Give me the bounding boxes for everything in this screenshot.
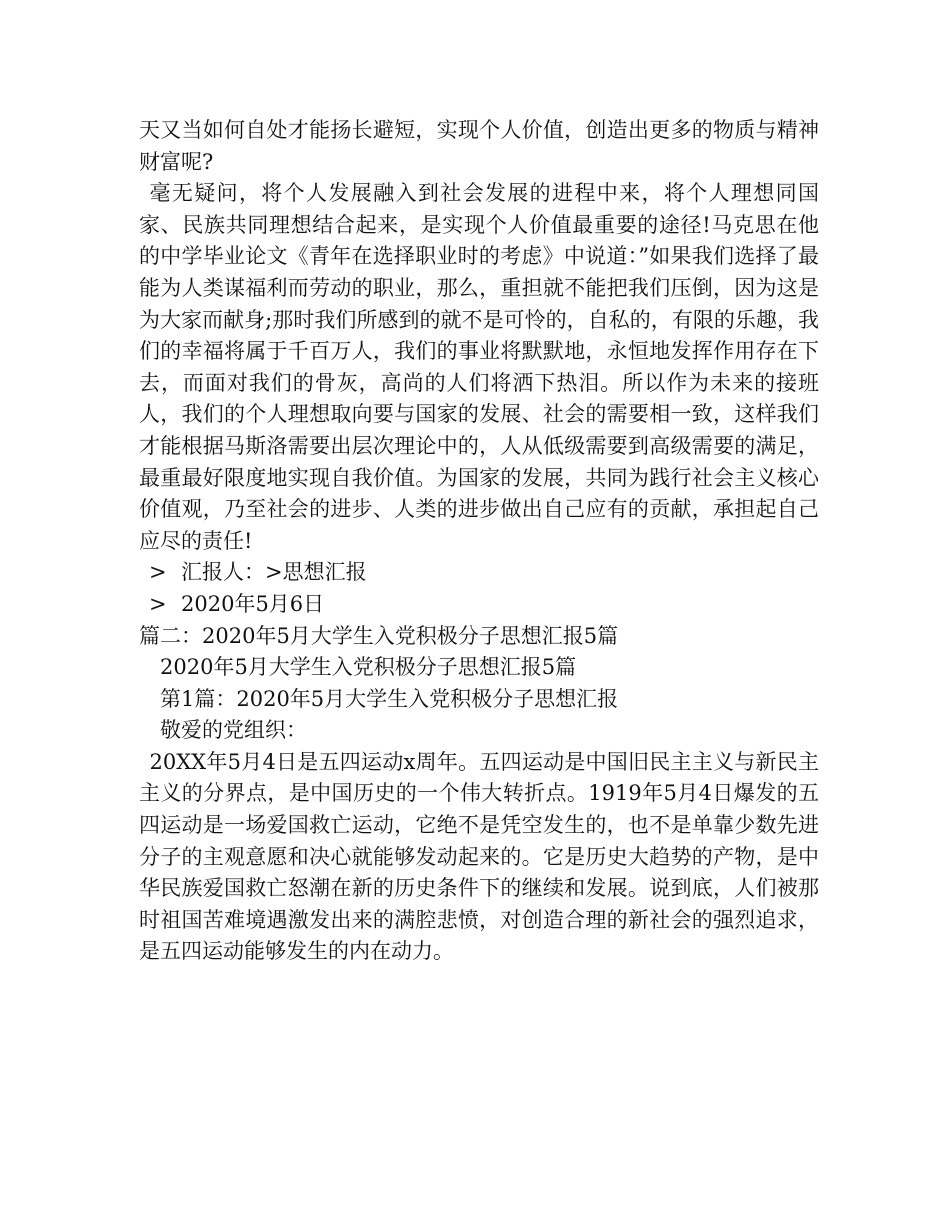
chevron-right-icon: > [149,560,167,585]
document-body [139,115,819,968]
list-item-reporter [139,557,819,589]
section-heading: 篇二：2020年5月大学生入党积极分子思想汇报5篇 [139,623,619,648]
salutation: 敬爱的党组织： [160,718,307,743]
paragraph-continuation: 天又当如何自处才能扬长避短，实现个人价值，创造出更多的物质与精神财富呢? [139,118,819,174]
list-item-date [139,589,819,621]
part-title: 第1篇：2020年5月大学生入党积极分子思想汇报 [160,686,619,711]
paragraph-marx-quote: 毫无疑问，将个人发展融入到社会发展的进程中来，将个人理想同国家、民族共同理想结合起来，是实现个人价值最重要的途径!马克思在他的中学毕业论文《青年在选择职业时的考虑》中说道：”如果我们选择了最能为人类谋福利而劳动的职业，那么，重担就不能把我们压倒，因为这是为大家而献身;那时我们所感到的就不是可怜的，自私的，有限的乐趣，我们的幸福将属于千百万人，我们的事业将默默地，永恒地发挥作用存在下去，而面对我们的骨灰，高尚的人们将洒下热泪。所以作为未来的接班人，我们的个人理想取向要与国家的发展、社会的需要相一致，这样我们才能根据马斯洛需要出层次理论中的，人从低级需要到高级需要的满足，最重最好限度地实现自我价值。为国家的发展，共同为践行社会主义核心价值观，乃至社会的进步、人类的进步做出自己应有的贡献，承担起自己应尽的责任! [139,181,819,553]
paragraph-may-fourth: 20XX年5月4日是五四运动x周年。五四运动是中国旧民主主义与新民主主义的分界点，是中国历史的一个伟大转折点。1919年5月4日爆发的五四运动是一场爱国救亡运动，它绝不是凭空发生的，也不是单靠少数先进分子的主观意愿和决心就能够发动起来的。它是历史大趋势的产物，是中华民族爱国救亡怒潮在新的历史条件下的继续和发展。说到底，人们被那时祖国苦难境遇激发出来的满腔悲愤，对创造合理的新社会的强烈追求，是五四运动能够发生的内在动力。 [139,749,819,964]
date-line: 2020年5月6日 [181,591,325,616]
chevron-right-icon: > [149,591,167,616]
reporter-line: 汇报人：>思想汇报 [181,560,367,585]
section-subtitle: 2020年5月大学生入党积极分子思想汇报5篇 [160,655,577,680]
